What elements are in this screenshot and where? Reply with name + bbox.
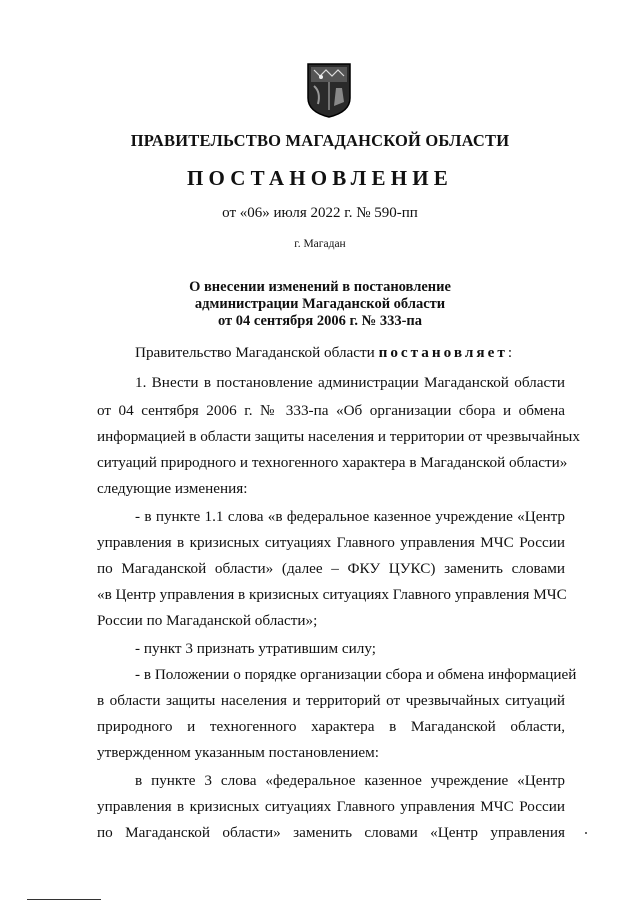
body-line: в области защиты населения и территорий от чрезвычайных ситуаций bbox=[97, 692, 565, 709]
body-line: по Магаданской области» заменить словами «Центр управления bbox=[97, 824, 565, 841]
decree-date-number: от «06» июля 2022 г. № 590-пп bbox=[222, 205, 418, 221]
body-line: следующие изменения: bbox=[97, 480, 248, 497]
body-line: ситуаций природного и техногенного характера в Магаданской области» bbox=[97, 454, 568, 471]
coat-of-arms-icon bbox=[306, 62, 352, 118]
body-line: от 04 сентября 2006 г. № 333-па «Об организации сбора и обмена bbox=[97, 402, 565, 419]
decree-subject bbox=[0, 279, 640, 330]
city-name: г. Магадан bbox=[294, 238, 346, 250]
subject-line: от 04 сентября 2006 г. № 333-па bbox=[217, 313, 423, 329]
document-type-title: ПОСТАНОВЛЕНИЕ bbox=[186, 166, 454, 190]
body-line: в пункте 3 слова «федеральное казенное учреждение «Центр bbox=[135, 772, 565, 789]
body-line: информацией в области защиты населения и территории от чрезвычайных bbox=[97, 428, 580, 445]
body-line: по Магаданской области» (далее – ФКУ ЦУКС) заменить словами bbox=[97, 560, 565, 577]
body-line: России по Магаданской области»; bbox=[97, 612, 318, 629]
subject-line: О внесении изменений в постановление bbox=[189, 279, 451, 295]
scan-speck bbox=[585, 832, 587, 834]
body-line: 1. Внести в постановление администрации Магаданской области bbox=[135, 374, 565, 391]
decree-verb: постановляет bbox=[378, 344, 508, 361]
body-line: утвержденном указанным постановлением: bbox=[97, 744, 379, 761]
body-line: управления в кризисных ситуациях Главного управления МЧС России bbox=[97, 798, 565, 815]
subject-line: администрации Магаданской области bbox=[194, 296, 446, 312]
intro-colon: : bbox=[507, 344, 513, 361]
body-line: - в Положении о порядке организации сбора и обмена информацией bbox=[135, 666, 577, 683]
intro-text: Правительство Магаданской области bbox=[135, 344, 379, 361]
intro-paragraph bbox=[135, 344, 565, 364]
body-line: «в Центр управления в кризисных ситуациях Главного управления МЧС bbox=[97, 586, 567, 603]
body-line: - пункт 3 признать утратившим силу; bbox=[135, 640, 376, 657]
body-line: управления в кризисных ситуациях Главного управления МЧС России bbox=[97, 534, 565, 551]
body-line: - в пункте 1.1 слова «в федеральное казенное учреждение «Центр bbox=[135, 508, 565, 525]
footnote-separator bbox=[27, 899, 101, 900]
body-line: природного и техногенного характера в Магаданской области, bbox=[97, 718, 565, 735]
government-title: ПРАВИТЕЛЬСТВО МАГАДАНСКОЙ ОБЛАСТИ bbox=[130, 131, 510, 150]
